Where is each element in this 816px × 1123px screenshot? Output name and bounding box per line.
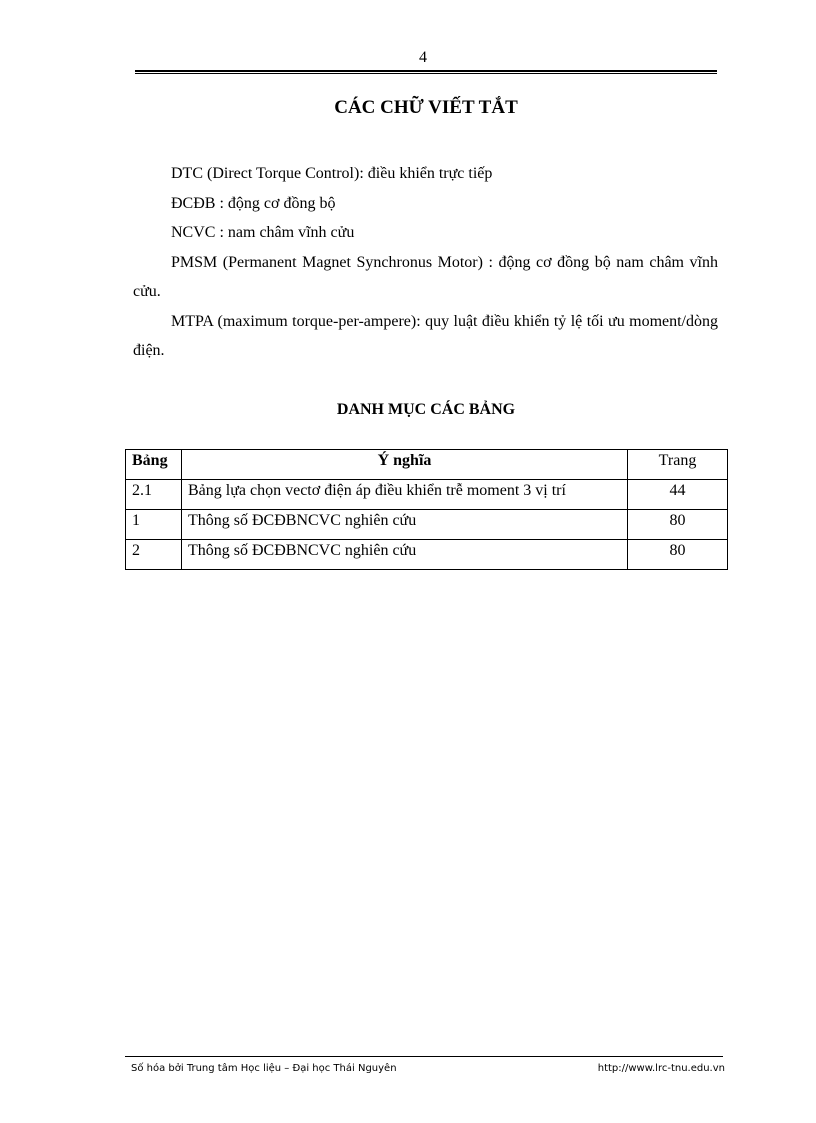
cell-page: 80 bbox=[628, 510, 728, 540]
header-divider bbox=[135, 70, 717, 74]
abbreviation-item: PMSM (Permanent Magnet Synchronus Motor) : động cơ đồng bộ nam châm vĩnh cửu. bbox=[133, 253, 718, 300]
cell-meaning: Thông số ĐCĐBNCVC nghiên cứu bbox=[182, 510, 628, 540]
header-bang: Bảng bbox=[126, 450, 182, 480]
abbreviations-heading: CÁC CHỮ VIẾT TẮT bbox=[334, 97, 518, 118]
abbreviations-list bbox=[133, 159, 718, 366]
cell-bang: 2.1 bbox=[126, 480, 182, 510]
abbreviation-item: NCVC : nam châm vĩnh cửu bbox=[171, 224, 355, 241]
abbreviation-item: MTPA (maximum torque-per-ampere): quy luật điều khiển tỷ lệ tối ưu moment/dòng điện. bbox=[133, 312, 718, 359]
cell-meaning: Bảng lựa chọn vectơ điện áp điều khiển trễ moment 3 vị trí bbox=[182, 480, 628, 510]
header-meaning: Ý nghĩa bbox=[182, 450, 628, 480]
table-row bbox=[126, 540, 728, 570]
header-page: Trang bbox=[628, 450, 728, 480]
page-number: 4 bbox=[419, 49, 427, 66]
abbreviation-item: ĐCĐB : động cơ đồng bộ bbox=[171, 194, 336, 212]
tables-list-table-wrapper bbox=[125, 449, 727, 570]
footer-url[interactable]: http://www.lrc-tnu.edu.vn bbox=[597, 1063, 725, 1074]
abbreviation-item: DTC (Direct Torque Control): điều khiển trực tiếp bbox=[171, 165, 493, 182]
cell-page: 44 bbox=[628, 480, 728, 510]
table-row bbox=[126, 480, 728, 510]
table-header-row bbox=[126, 450, 728, 480]
cell-bang: 2 bbox=[126, 540, 182, 570]
cell-bang: 1 bbox=[126, 510, 182, 540]
footer-divider bbox=[125, 1056, 723, 1057]
cell-meaning: Thông số ĐCĐBNCVC nghiên cứu bbox=[182, 540, 628, 570]
footer-source: Số hóa bởi Trung tâm Học liệu – Đại học Thái Nguyên bbox=[131, 1063, 397, 1074]
table-row bbox=[126, 510, 728, 540]
tables-list-heading: DANH MỤC CÁC BẢNG bbox=[336, 401, 516, 418]
tables-list-table bbox=[125, 449, 728, 570]
cell-page: 80 bbox=[628, 540, 728, 570]
